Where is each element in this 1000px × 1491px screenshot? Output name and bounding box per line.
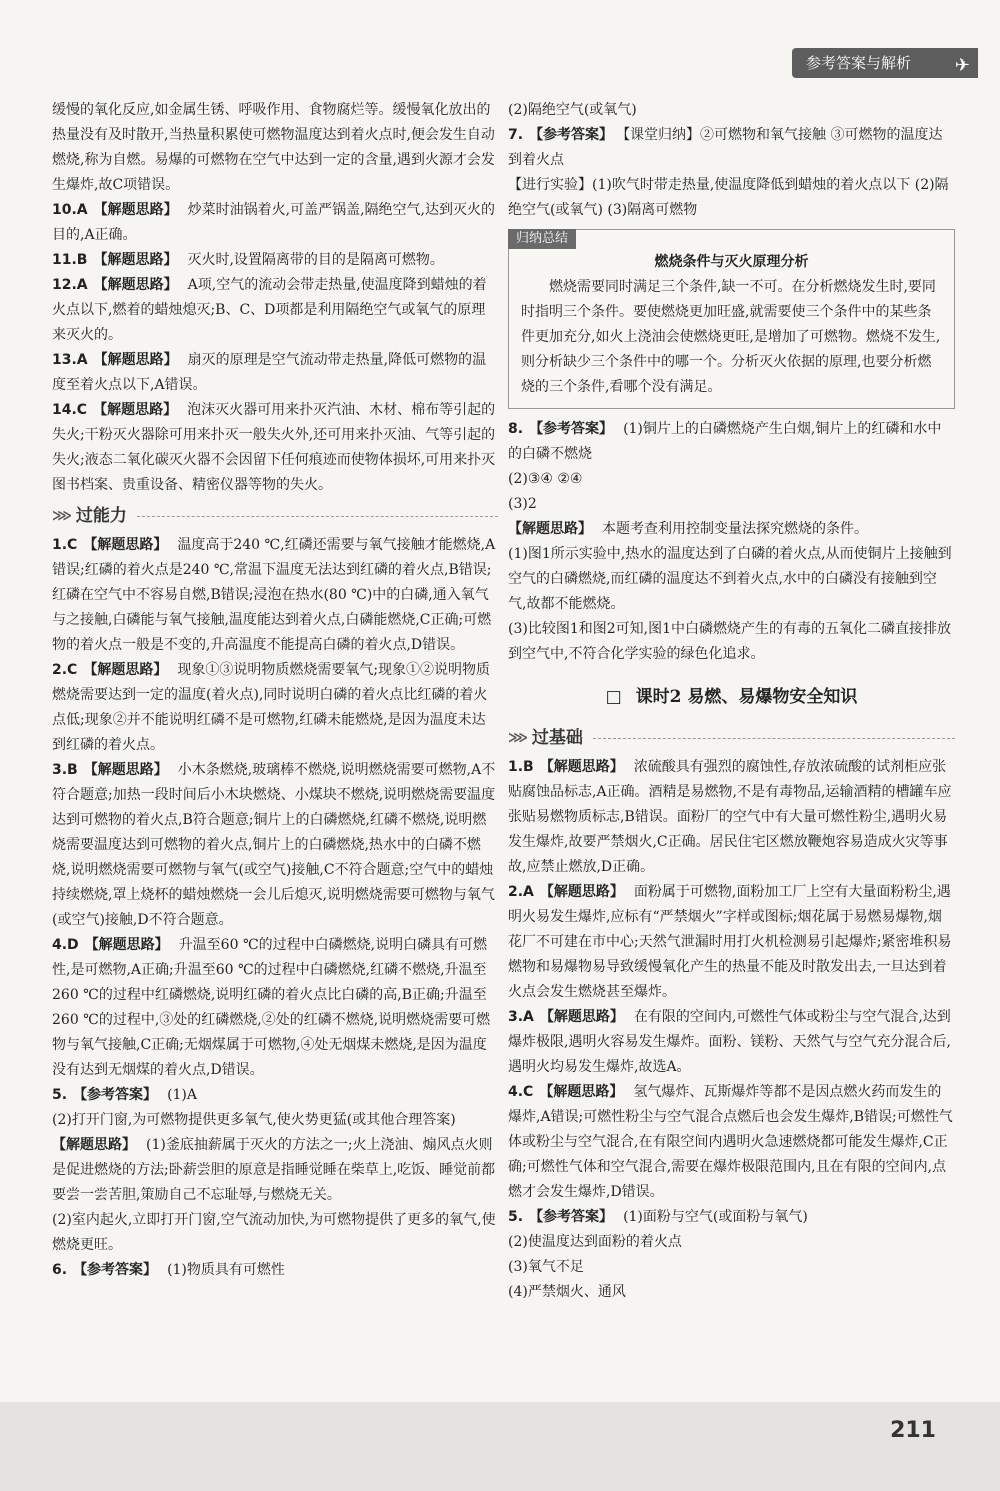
answer-item: 8. 【参考答案】 (1)铜片上的白磷燃烧产生白烟,铜片上的红磷和水中的白磷不燃烧 (508, 421, 942, 462)
left-column (52, 98, 498, 1283)
page-footer (0, 1402, 1000, 1491)
intro-paragraph: 缓慢的氧化反应,如金属生锈、呼吸作用、食物腐烂等。缓慢氧化放出的热量没有及时散开,当热量积累使可燃物温度达到着火点时,便会发生自动燃烧,称为自燃。易爆的可燃物在空气中达到一定的含量,遇到火源才会发生爆炸,故C项错误。 (52, 102, 495, 193)
answer-item: 4.C 【解题思路】 氢气爆炸、瓦斯爆炸等都不是因点燃火药而发生的爆炸,A错误;可燃性粉尘与空气混合点燃后也会发生爆炸,B错误;可燃性气体或粉尘与空气混合,在有限空间内遇明火急速燃烧都可能发生爆炸,C正确;可燃性气体和空气混合,需要在爆炸极限范围内,且在有限的空间内,点燃才会发生爆炸,D错误。 (508, 1084, 953, 1200)
answer-item: 4.D 【解题思路】 升温至60 ℃的过程中白磷燃烧,说明白磷具有可燃性,是可燃物,A正确;升温至60 ℃的过程中白磷燃烧,红磷不燃烧,升温至260 ℃的过程中红磷燃烧,说明红磷的着火点比白磷的高,B正确;升温至260 ℃的过程中,③处的红磷燃烧,②处的红磷不燃烧,说明燃烧需要可燃物与氧气接触,C正确;无烟煤属于可燃物,④处无烟煤未燃烧,是因为温度没有达到无烟煤的着火点,D错误。 (52, 937, 491, 1078)
summary-body: 燃烧需要同时满足三个条件,缺一不可。在分析燃烧发生时,要同时指明三个条件。要使燃烧更加旺盛,就需要使三个条件中的某些条件更加充分,如火上浇油会使燃烧更旺,是增加了可燃物。燃烧不发生,则分析缺少三个条件中的哪一个。分析灭火依据的原理,也要分析燃烧的三个条件,看哪个没有满足。 (521, 279, 941, 395)
section-title: 过能力 (75, 506, 127, 526)
summary-box (508, 229, 955, 409)
chevron-icon: ⋙ (508, 730, 526, 746)
chevron-icon: ⋙ (52, 508, 70, 524)
summary-label: 归纳总结 (508, 229, 576, 249)
lesson-title-text: 课时2 易燃、易爆物安全知识 (635, 687, 858, 707)
answer-item: 3.A 【解题思路】 在有限的空间内,可燃性气体或粉尘与空气混合,达到爆炸极限,遇明火容易发生爆炸。面粉、镁粉、天然气与空气充分混合后,遇明火均易发生爆炸,故选A。 (508, 1009, 951, 1075)
answer-item: 7. 【参考答案】 【课堂归纳】②可燃物和氧气接触 ③可燃物的温度达到着火点 (508, 127, 943, 168)
answer-item: 3.B 【解题思路】 小木条燃烧,玻璃棒不燃烧,说明燃烧需要可燃物,A不符合题意;加热一段时间后小木块燃烧、小煤块不燃烧,说明燃烧需要温度达到可燃物的着火点,B符合题意;铜片上的白磷燃烧,红磷不燃烧,说明燃烧需要温度达到可燃物的着火点,铜片上的白磷燃烧,热水中的白磷不燃烧,说明燃烧需要可燃物与氧气(或空气)接触,C不符合题意;空气中的蜡烛持续燃烧,罩上烧杯的蜡烛燃烧一会儿后熄灭,说明燃烧需要可燃物与氧气(或空气)接触,D不符合题意。 (52, 762, 496, 928)
answer-line: (3)氧气不足 (508, 1259, 584, 1275)
summary-title: 燃烧条件与灭火原理分析 (654, 254, 809, 270)
answer-line: (4)严禁烟火、通风 (508, 1284, 626, 1300)
answer-line: (2)打开门窗,为可燃物提供更多氧气,使火势更猛(或其他合理答案) (52, 1112, 456, 1128)
answer-item: 11.B 【解题思路】 灭火时,设置隔离带的目的是隔离可燃物。 (52, 252, 444, 268)
section-title: 过基础 (531, 728, 583, 748)
lesson-title (508, 685, 955, 710)
answer-line: (3)2 (508, 496, 537, 512)
page-number: 211 (890, 1418, 936, 1443)
rocket-icon: ✈ (954, 55, 970, 76)
answer-item: 2.A 【解题思路】 面粉属于可燃物,面粉加工厂上空有大量面粉粉尘,遇明火易发生爆炸,应标有“严禁烟火”字样或图标;烟花属于易燃易爆物,烟花厂不可建在市中心;天然气泄漏时用打火机检测易引起爆炸;紧密堆积易燃物和易爆物易导致缓慢氧化产生的热量不能及时散发出去,一旦达到着火点会发生燃烧甚至爆炸。 (508, 884, 952, 1000)
answer-item: 10.A 【解题思路】 炒菜时油锅着火,可盖严锅盖,隔绝空气,达到灭火的目的,A正确。 (52, 202, 495, 243)
explanation: 【解题思路】 本题考查利用控制变量法探究燃烧的条件。 (508, 521, 868, 537)
answer-item: 2.C 【解题思路】 现象①③说明物质燃烧需要氧气;现象①②说明物质燃烧需要达到一定的温度(着火点),同时说明白磷的着火点比红磷的着火点低;现象②并不能说明红磷不是可燃物,红磷未能燃烧,是因为温度未达到红磷的着火点。 (52, 662, 491, 753)
answer-item: 1.B 【解题思路】 浓硫酸具有强烈的腐蚀性,存放浓硫酸的试剂柜应张贴腐蚀品标志,A正确。酒精是易燃物,不是有毒物品,运输酒精的槽罐车应张贴易燃物质标志,B错误。面粉厂的空气中有大量可燃性粉尘,遇明火易发生爆炸,故要严禁烟火,C正确。居民住宅区燃放鞭炮容易造成火灾等事故,应禁止燃放,D正确。 (508, 759, 952, 875)
answer-item: 1.C 【解题思路】 温度高于240 ℃,红磷还需要与氧气接触才能燃烧,A错误;红磷的着火点是240 ℃,常温下温度无法达到红磷的着火点,B错误;红磷在空气中不容易自燃,B错误;浸泡在热水(80 ℃)中的白磷,通入氧气与之接触,白磷能与氧气接触,温度能达到着火点,白磷能燃烧,C正确;可燃物的着火点一般是不变的,升高温度不能提高白磷的着火点,D错误。 (52, 537, 496, 653)
answer-item: 6. 【参考答案】 (1)物质具有可燃性 (52, 1262, 285, 1278)
answer-item: 12.A 【解题思路】 A项,空气的流动会带走热量,使温度降到蜡烛的着火点以下,燃着的蜡烛熄灭;B、C、D项都是利用隔绝空气或氧气的原理来灭火的。 (52, 277, 487, 343)
banner-label: 参考答案与解析 (806, 54, 912, 72)
answer-item: 13.A 【解题思路】 扇灭的原理是空气流动带走热量,降低可燃物的温度至着火点以下,A错误。 (52, 352, 487, 393)
book-icon: □ (605, 687, 622, 707)
explanation: 【解题思路】 (1)釜底抽薪属于灭火的方法之一;火上浇油、煽风点火则是促进燃烧的方法;卧薪尝胆的原意是指睡觉睡在柴草上,吃饭、睡觉前都要尝一尝苦胆,策励自己不忘耻辱,与燃烧无关。 (52, 1137, 496, 1203)
explanation-line: (3)比较图1和图2可知,图1中白磷燃烧产生的有毒的五氧化二磷直接排放到空气中,不符合化学实验的绿色化追求。 (508, 621, 952, 662)
answer-line: (2)使温度达到面粉的着火点 (508, 1234, 682, 1250)
explanation-line: (2)室内起火,立即打开门窗,空气流动加快,为可燃物提供了更多的氧气,使燃烧更旺。 (52, 1212, 496, 1253)
answer-line: 【进行实验】(1)吹气时带走热量,使温度降低到蜡烛的着火点以下 (2)隔绝空气(或氧气) (3)隔离可燃物 (508, 177, 949, 218)
answer-item: 14.C 【解题思路】 泡沫灭火器可用来扑灭汽油、木材、棉布等引起的失火;干粉灭火器除可用来扑灭一般失火外,还可用来扑灭油、气等引起的失火;液态二氧化碳灭火器不会因留下任何痕迹而使物体损坏,可用来扑灭图书档案、贵重设备、精密仪器等物的失火。 (52, 402, 496, 493)
right-column (508, 98, 955, 1305)
answer-item: 5. 【参考答案】 (1)面粉与空气(或面粉与氧气) (508, 1209, 808, 1225)
answer-line: (2)③④ ②④ (508, 471, 583, 487)
answer-item: 5. 【参考答案】 (1)A (52, 1087, 198, 1103)
answer-line: (2)隔绝空气(或氧气) (508, 102, 637, 118)
header-banner (792, 48, 978, 78)
section-heading (508, 726, 955, 751)
explanation-line: (1)图1所示实验中,热水的温度达到了白磷的着火点,从而使铜片上接触到空气的白磷燃烧,而红磷的温度达不到着火点,水中的白磷没有接触到空气,故都不能燃烧。 (508, 546, 952, 612)
section-heading (52, 504, 498, 529)
